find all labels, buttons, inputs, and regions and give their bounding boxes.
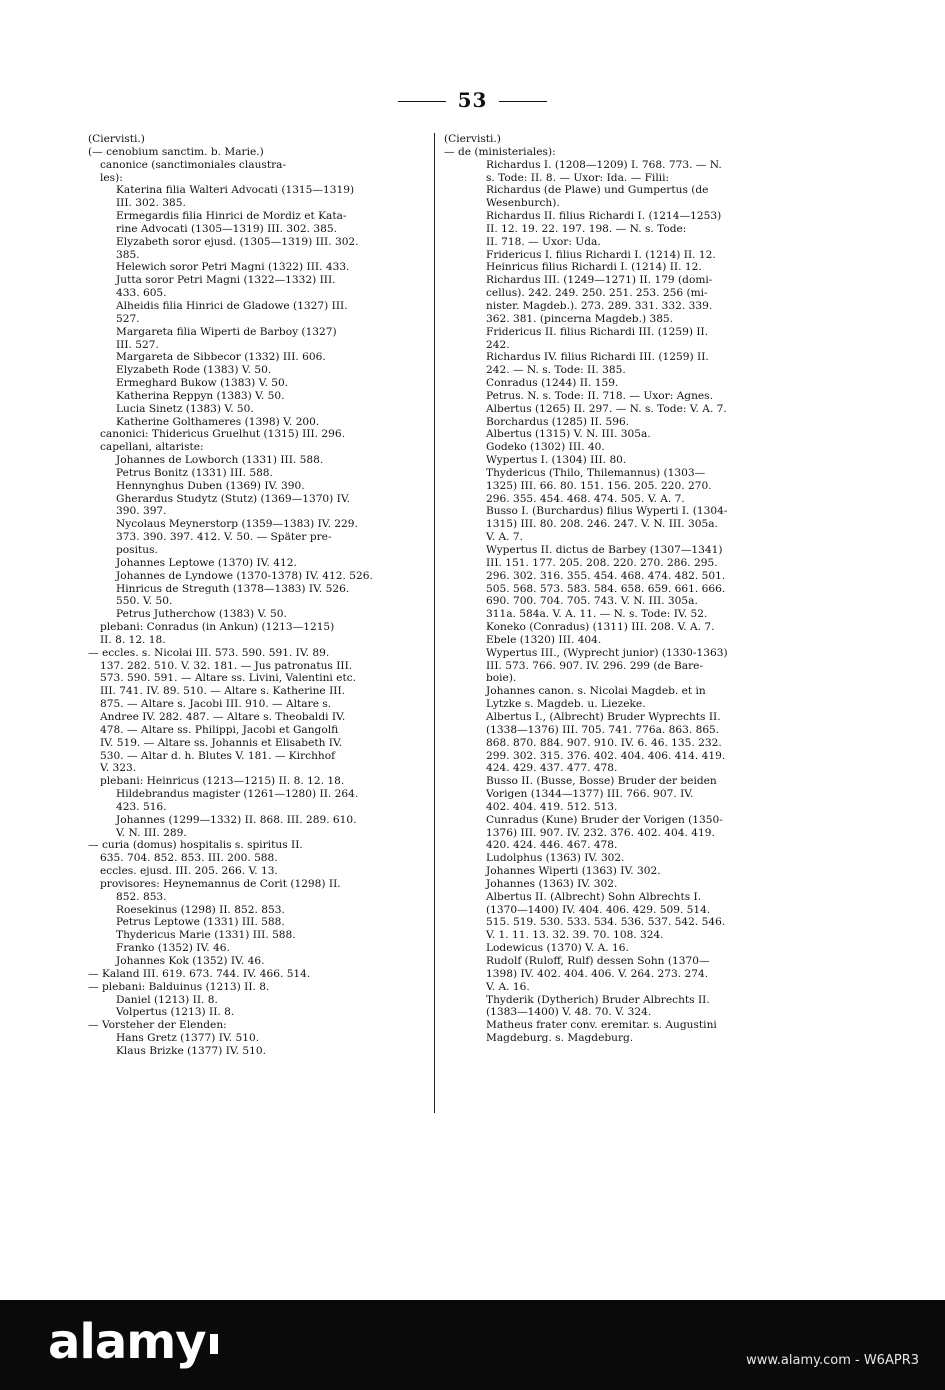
index-line: (1370—1400) IV. 404. 406. 429. 509. 514.	[486, 903, 711, 916]
index-line: capellani, altariste:	[100, 441, 204, 454]
index-line: 242.	[486, 338, 510, 351]
index-line: 690. 700. 704. 705. 743. V. N. III. 305a.	[486, 595, 698, 608]
index-line: Johannes Leptowe (1370) IV. 412.	[116, 556, 297, 569]
index-line: Richardus I. (1208—1209) I. 768. 773. — N.	[486, 158, 722, 171]
index-line: Wypertus III., (Wyprecht junior) (1330-1363)	[486, 646, 728, 659]
index-line: 390. 397.	[116, 505, 167, 518]
index-line: Thydericus Marie (1331) III. 588.	[116, 929, 296, 942]
index-line: Borchardus (1285) II. 596.	[486, 415, 630, 428]
index-line: II. 12. 19. 22. 197. 198. — N. s. Tode:	[486, 222, 687, 235]
index-line: (1338—1376) III. 705. 741. 776a. 863. 865.	[486, 723, 720, 736]
index-line: Rudolf (Ruloff, Rulf) dessen Sohn (1370—	[486, 955, 710, 967]
index-line: Fridericus I. filius Richardi I. (1214) II. 12.	[486, 248, 716, 261]
index-line: Magdeburg. s. Magdeburg.	[486, 1032, 634, 1045]
index-line: (Ciervisti.)	[444, 133, 501, 145]
index-line: Richardus III. (1249—1271) II. 179 (domi-	[486, 274, 713, 287]
index-line: Lodewicus (1370) V. A. 16.	[486, 942, 629, 955]
index-line: 296. 355. 454. 468. 474. 505. V. A. 7.	[486, 492, 685, 505]
index-line: Hans Gretz (1377) IV. 510.	[116, 1032, 260, 1045]
index-line: Wesenburch).	[486, 197, 560, 210]
index-line: plebani: Conradus (in Ankun) (1213—1215)	[100, 621, 335, 634]
index-line: Elyzabeth Rode (1383) V. 50.	[116, 364, 272, 377]
index-line: 373. 390. 397. 412. V. 50. — Später pre-	[116, 531, 332, 544]
index-line: 424. 429. 437. 477. 478.	[486, 762, 618, 775]
index-line: 1376) III. 907. IV. 232. 376. 402. 404. 419.	[486, 826, 715, 839]
index-line: III. 741. IV. 89. 510. — Altare s. Katherine III.	[100, 685, 345, 698]
index-line: nister. Magdeb.). 273. 289. 331. 332. 339.	[486, 299, 713, 312]
index-line: cellus). 242. 249. 250. 251. 253. 256 (mi-	[486, 287, 708, 300]
index-line: III. 151. 177. 205. 208. 220. 270. 286. 295.	[486, 556, 718, 569]
index-line: Johannes de Lyndowe (1370-1378) IV. 412. 526.	[116, 569, 373, 582]
index-line: — curia (domus) hospitalis s. spiritus II.	[88, 839, 303, 852]
index-line: Cunradus (Kune) Bruder der Vorigen (1350-	[486, 813, 723, 826]
index-line: Hinricus de Streguth (1378—1383) IV. 526.	[116, 582, 350, 595]
right-column	[444, 133, 774, 1045]
index-line: Franko (1352) IV. 46.	[116, 942, 230, 955]
index-line: Conradus (1244) II. 159.	[486, 377, 619, 390]
index-line: Busso I. (Burchardus) filius Wyperti I. (1304-	[486, 505, 728, 518]
index-line: III. 573. 766. 907. IV. 296. 299 (de Bare-	[486, 659, 703, 672]
index-line: Johannes (1363) IV. 302.	[486, 877, 618, 890]
index-line: 852. 853.	[116, 890, 167, 903]
index-line: Koneko (Conradus) (1311) III. 208. V. A. 7.	[486, 621, 715, 634]
index-line: Katerina filia Walteri Advocati (1315—1319)	[116, 184, 355, 197]
index-line: (Ciervisti.)	[88, 133, 145, 145]
index-line: 1325) III. 66. 80. 151. 156. 205. 220. 270.	[486, 479, 712, 492]
index-line: Helewich soror Petri Magni (1322) III. 433.	[116, 261, 350, 274]
index-line: Margareta de Sibbecor (1332) III. 606.	[116, 351, 326, 364]
index-line: 1315) III. 80. 208. 246. 247. V. N. III. 305a.	[486, 518, 718, 531]
index-line: Jutta soror Petri Magni (1322—1332) III.	[116, 274, 336, 287]
index-line: V. 1. 11. 13. 32. 39. 70. 108. 324.	[486, 929, 664, 942]
index-line: 423. 516.	[116, 800, 167, 813]
index-line: Petrus Bonitz (1331) III. 588.	[116, 466, 273, 479]
index-line: Albertus (1315) V. N. III. 305a.	[486, 428, 651, 441]
index-line: Wypertus II. dictus de Barbey (1307—1341)	[486, 544, 723, 556]
index-line: Richardus (de Plawe) und Gumpertus (de	[486, 184, 709, 197]
index-line: Richardus II. filius Richardi I. (1214—1253)	[486, 210, 722, 223]
index-line: Wypertus I. (1304) III. 80.	[486, 454, 627, 467]
index-line: 505. 568. 573. 583. 584. 658. 659. 661. 666.	[486, 582, 726, 595]
index-line: IV. 519. — Altare ss. Johannis et Elisabeth IV.	[100, 736, 343, 749]
index-line: — eccles. s. Nicolai III. 573. 590. 591. IV. 89.	[88, 646, 330, 659]
page-number-rule-left	[398, 101, 446, 102]
index-line: 296. 302. 316. 355. 454. 468. 474. 482. 501.	[486, 569, 726, 582]
index-line: Fridericus II. filius Richardi III. (1259) II.	[486, 325, 709, 338]
index-line: Margareta filia Wiperti de Barboy (1327)	[116, 325, 337, 338]
page-number	[0, 88, 945, 112]
index-line: Ermeghard Bukow (1383) V. 50.	[116, 377, 289, 390]
page-number-rule-right	[499, 101, 547, 102]
index-line: canonice (sanctimoniales claustra-	[100, 158, 287, 171]
index-line: II. 8. 12. 18.	[100, 633, 166, 646]
index-line: plebani: Heinricus (1213—1215) II. 8. 12. 18.	[100, 775, 345, 788]
index-line: 433. 605.	[116, 287, 167, 300]
index-line: 868. 870. 884. 907. 910. IV. 6. 46. 135. 232.	[486, 736, 722, 749]
index-line: 362. 381. (pincerna Magdeb.) 385.	[486, 312, 674, 325]
index-line: Elyzabeth soror ejusd. (1305—1319) III. 302.	[116, 235, 359, 248]
index-line: 402. 404. 419. 512. 513.	[486, 800, 618, 813]
index-line: Lucia Sinetz (1383) V. 50.	[116, 402, 254, 415]
index-line: provisores: Heynemannus de Corit (1298) II.	[100, 877, 341, 890]
index-line: 573. 590. 591. — Altare ss. Livini, Valentini etc.	[100, 672, 357, 685]
index-line: Roesekinus (1298) II. 852. 853.	[116, 903, 285, 916]
index-line: — plebani: Balduinus (1213) II. 8.	[88, 980, 270, 993]
index-line: Heinricus filius Richardi I. (1214) II. 12.	[486, 261, 702, 274]
index-line: 515. 519. 530. 533. 534. 536. 537. 542. 546.	[486, 916, 726, 929]
index-line: Richardus IV. filius Richardi III. (1259) II.	[486, 351, 709, 364]
index-line: 875. — Altare s. Jacobi III. 910. — Altare s.	[100, 698, 332, 711]
index-line: Albertus I., (Albrecht) Bruder Wyprechts II.	[486, 710, 721, 723]
index-line: (1383—1400) V. 48. 70. V. 324.	[486, 1006, 652, 1019]
index-line: canonici: Thidericus Gruelhut (1315) III. 296.	[100, 428, 346, 441]
index-line: Lytzke s. Magdeb. u. Liezeke.	[486, 698, 646, 711]
index-line: Alheidis filia Hinrici de Gladowe (1327) III.	[116, 299, 348, 312]
index-line: — Kaland III. 619. 673. 744. IV. 466. 514.	[88, 967, 311, 980]
index-line: Busso II. (Busse, Bosse) Bruder der beiden	[486, 775, 717, 788]
index-line: Johannes canon. s. Nicolai Magdeb. et in	[486, 685, 706, 698]
index-line: Volpertus (1213) II. 8.	[116, 1006, 235, 1019]
index-line: II. 718. — Uxor: Uda.	[486, 235, 601, 248]
index-line: Johannes (1299—1332) II. 868. III. 289. 610.	[116, 813, 357, 826]
index-line: Johannes Kok (1352) IV. 46.	[116, 955, 265, 967]
logo-text: alamy	[48, 1314, 206, 1370]
index-line: III. 302. 385.	[116, 197, 186, 210]
index-line: Thyderik (Dytherich) Bruder Albrechts II.	[486, 993, 710, 1006]
index-line: V. A. 16.	[486, 980, 530, 993]
index-line: Ermegardis filia Hinrici de Mordiz et Kata-	[116, 210, 347, 223]
index-line: Andree IV. 282. 487. — Altare s. Theobaldi IV.	[100, 710, 346, 723]
index-line: Johannes de Lowborch (1331) III. 588.	[116, 454, 324, 467]
index-line: Johannes Wiperti (1363) IV. 302.	[486, 865, 661, 878]
index-line: Ebele (1320) III. 404.	[486, 633, 602, 646]
index-line: 1398) IV. 402. 404. 406. V. 264. 273. 274.	[486, 967, 709, 980]
index-line: (— cenobium sanctim. b. Marie.)	[88, 145, 264, 158]
index-line: 478. — Altare ss. Philippi, Jacobi et Gangolfi	[100, 723, 339, 736]
index-line: Matheus frater conv. eremitar. s. Augustini	[486, 1019, 717, 1032]
watermark-text: www.alamy.com - W6APR3	[746, 1353, 919, 1368]
index-line: rine Advocati (1305—1319) III. 302. 385.	[116, 222, 337, 235]
index-line: Klaus Brizke (1377) IV. 510.	[116, 1044, 267, 1057]
index-line: Petrus Leptowe (1331) III. 588.	[116, 916, 285, 929]
index-line: III. 527.	[116, 338, 159, 351]
index-line: 299. 302. 315. 376. 402. 404. 406. 414. 419.	[486, 749, 726, 762]
index-line: Thydericus (Thilo, Thilemannus) (1303—	[486, 466, 706, 479]
index-line: 530. — Altar d. h. Blutes V. 181. — Kirchhof	[100, 749, 336, 762]
index-line: eccles. ejusd. III. 205. 266. V. 13.	[100, 865, 278, 878]
index-line: Albertus II. (Albrecht) Sohn Albrechts I.	[486, 890, 702, 903]
index-line: Nycolaus Meynerstorp (1359—1383) IV. 229.	[116, 518, 358, 531]
index-line: Godeko (1302) III. 40.	[486, 441, 605, 454]
index-line: Gherardus Studytz (Stutz) (1369—1370) IV.	[116, 492, 351, 505]
logo-mark-icon	[210, 1334, 218, 1354]
left-column	[88, 133, 418, 1058]
index-line: 137. 282. 510. V. 32. 181. — Jus patronatus III.	[100, 659, 353, 672]
index-line: Hennynghus Duben (1369) IV. 390.	[116, 479, 305, 492]
index-line: — de (ministeriales):	[444, 145, 556, 158]
index-line: Vorigen (1344—1377) III. 766. 907. IV.	[486, 788, 694, 801]
index-line: boie).	[486, 672, 517, 685]
index-line: positus.	[116, 544, 158, 556]
index-line: 385.	[116, 248, 140, 261]
index-line: Petrus. N. s. Tode: II. 718. — Uxor: Agnes.	[486, 389, 713, 402]
index-line: 242. — N. s. Tode: II. 385.	[486, 364, 626, 377]
index-line: Hildebrandus magister (1261—1280) II. 264.	[116, 788, 359, 801]
index-line: V. N. III. 289.	[116, 826, 187, 839]
index-line: V. A. 7.	[486, 531, 524, 544]
index-line: Katherina Reppyn (1383) V. 50.	[116, 389, 285, 402]
index-line: s. Tode: II. 8. — Uxor: Ida. — Filii:	[486, 171, 670, 184]
index-line: — Vorsteher der Elenden:	[88, 1019, 227, 1032]
index-line: 420. 424. 446. 467. 478.	[486, 839, 618, 852]
index-line: 527.	[116, 312, 140, 325]
index-line: Petrus Jutherchow (1383) V. 50.	[116, 608, 287, 621]
index-line: 635. 704. 852. 853. III. 200. 588.	[100, 852, 278, 865]
index-line: 311a. 584a. V. A. 11. — N. s. Tode: IV. 52.	[486, 608, 708, 621]
index-line: 550. V. 50.	[116, 595, 173, 608]
index-line: V. 323.	[100, 762, 137, 775]
index-line: Albertus (1265) II. 297. — N. s. Tode: V. A. 7.	[486, 402, 727, 415]
column-divider	[434, 133, 435, 1113]
page-number-text: 53	[457, 88, 488, 112]
index-line: Daniel (1213) II. 8.	[116, 993, 218, 1006]
index-line: les):	[100, 171, 123, 184]
index-line: Ludolphus (1363) IV. 302.	[486, 852, 625, 865]
index-line: Katherine Golthameres (1398) V. 200.	[116, 415, 320, 428]
alamy-logo	[48, 1314, 218, 1370]
